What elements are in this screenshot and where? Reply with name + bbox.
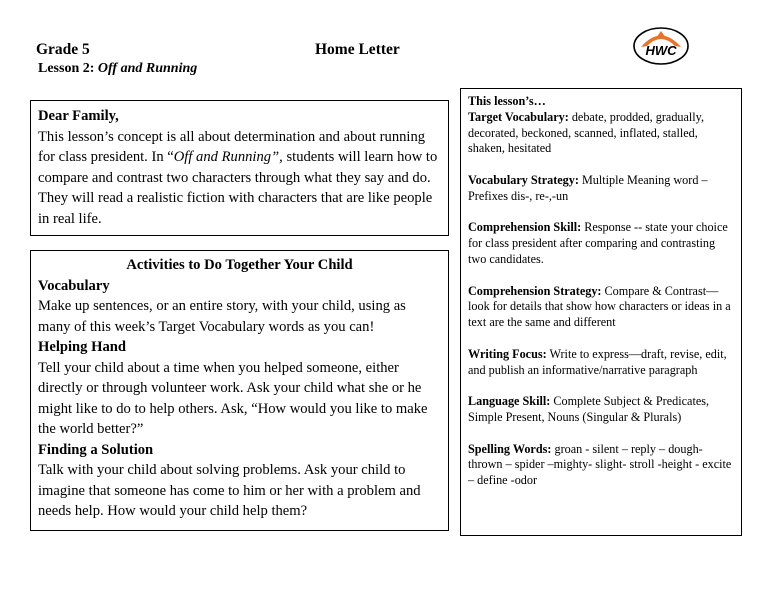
document-title: Home Letter bbox=[315, 41, 400, 58]
dear-family-box bbox=[30, 100, 449, 236]
activities-title: Activities to Do Together Your Child bbox=[126, 257, 353, 273]
lesson-summary-intro: This lesson’s… bbox=[468, 94, 546, 108]
dear-family-body: This lesson’s concept is all about determination and about running for class president. In “Off and Running”, students will learn how to compare and contrast two characters through what they say and do. They will read a realistic fiction with characters that are like people in real life. bbox=[38, 128, 438, 227]
activity-text-helping-hand: Tell your child about a time when you helped someone, either directly or through volunteer work. Ask your child what she or he might like to do to help others. Ask, “How would you like to make the world better?” bbox=[38, 359, 428, 437]
lesson-summary-box bbox=[460, 88, 742, 536]
summary-comprehension-skill: Comprehension Skill: Response -- state your choice for class president after comparing and contrasting two candidates. bbox=[468, 220, 728, 266]
summary-comprehension-strategy: Comprehension Strategy: Compare & Contrast— look for details that show how characters or ideas in a text are the same and different bbox=[468, 283, 731, 330]
activities-box bbox=[30, 250, 449, 531]
lesson-label bbox=[38, 61, 197, 77]
story-title: Off and Running”, bbox=[173, 149, 283, 165]
activity-text-finding-solution: Talk with your child about solving problems. Ask your child to imagine that someone has come to him or her with a problem and needs help. How would your child help them? bbox=[38, 462, 421, 519]
logo-text: HWC bbox=[645, 43, 677, 58]
hwc-logo bbox=[632, 26, 690, 66]
summary-spelling-words: Spelling Words: groan - silent – reply – dough- thrown – spider –mighty- slight- stroll -height - excite – define -odor bbox=[468, 441, 732, 488]
activity-heading-vocabulary: Vocabulary bbox=[38, 277, 110, 294]
summary-language-skill: Language Skill: Complete Subject & Predicates, Simple Present, Nouns (Singular & Plurals) bbox=[468, 394, 710, 424]
lesson-title: Off and Running bbox=[97, 61, 198, 76]
summary-vocabulary-strategy: Vocabulary Strategy: Multiple Meaning word – Prefixes dis-, re-,-un bbox=[468, 172, 708, 203]
grade-label: Grade 5 bbox=[36, 41, 90, 58]
summary-writing-focus: Writing Focus: Write to express—draft, revise, edit, and publish an informative/narrative paragraph bbox=[468, 346, 727, 377]
summary-target-vocabulary: Target Vocabulary: debate, prodded, gradually, decorated, beckoned, scanned, inflated, stalled, shaken, hesitated bbox=[468, 109, 705, 156]
activity-heading-finding-solution: Finding a Solution bbox=[38, 441, 154, 458]
lesson-prefix: Lesson 2: bbox=[38, 61, 98, 76]
activity-text-vocabulary: Make up sentences, or an entire story, with your child, using as many of this week’s Target Vocabulary words as you can! bbox=[38, 298, 406, 335]
activity-heading-helping-hand: Helping Hand bbox=[38, 339, 126, 355]
dear-family-heading: Dear Family, bbox=[38, 108, 119, 124]
